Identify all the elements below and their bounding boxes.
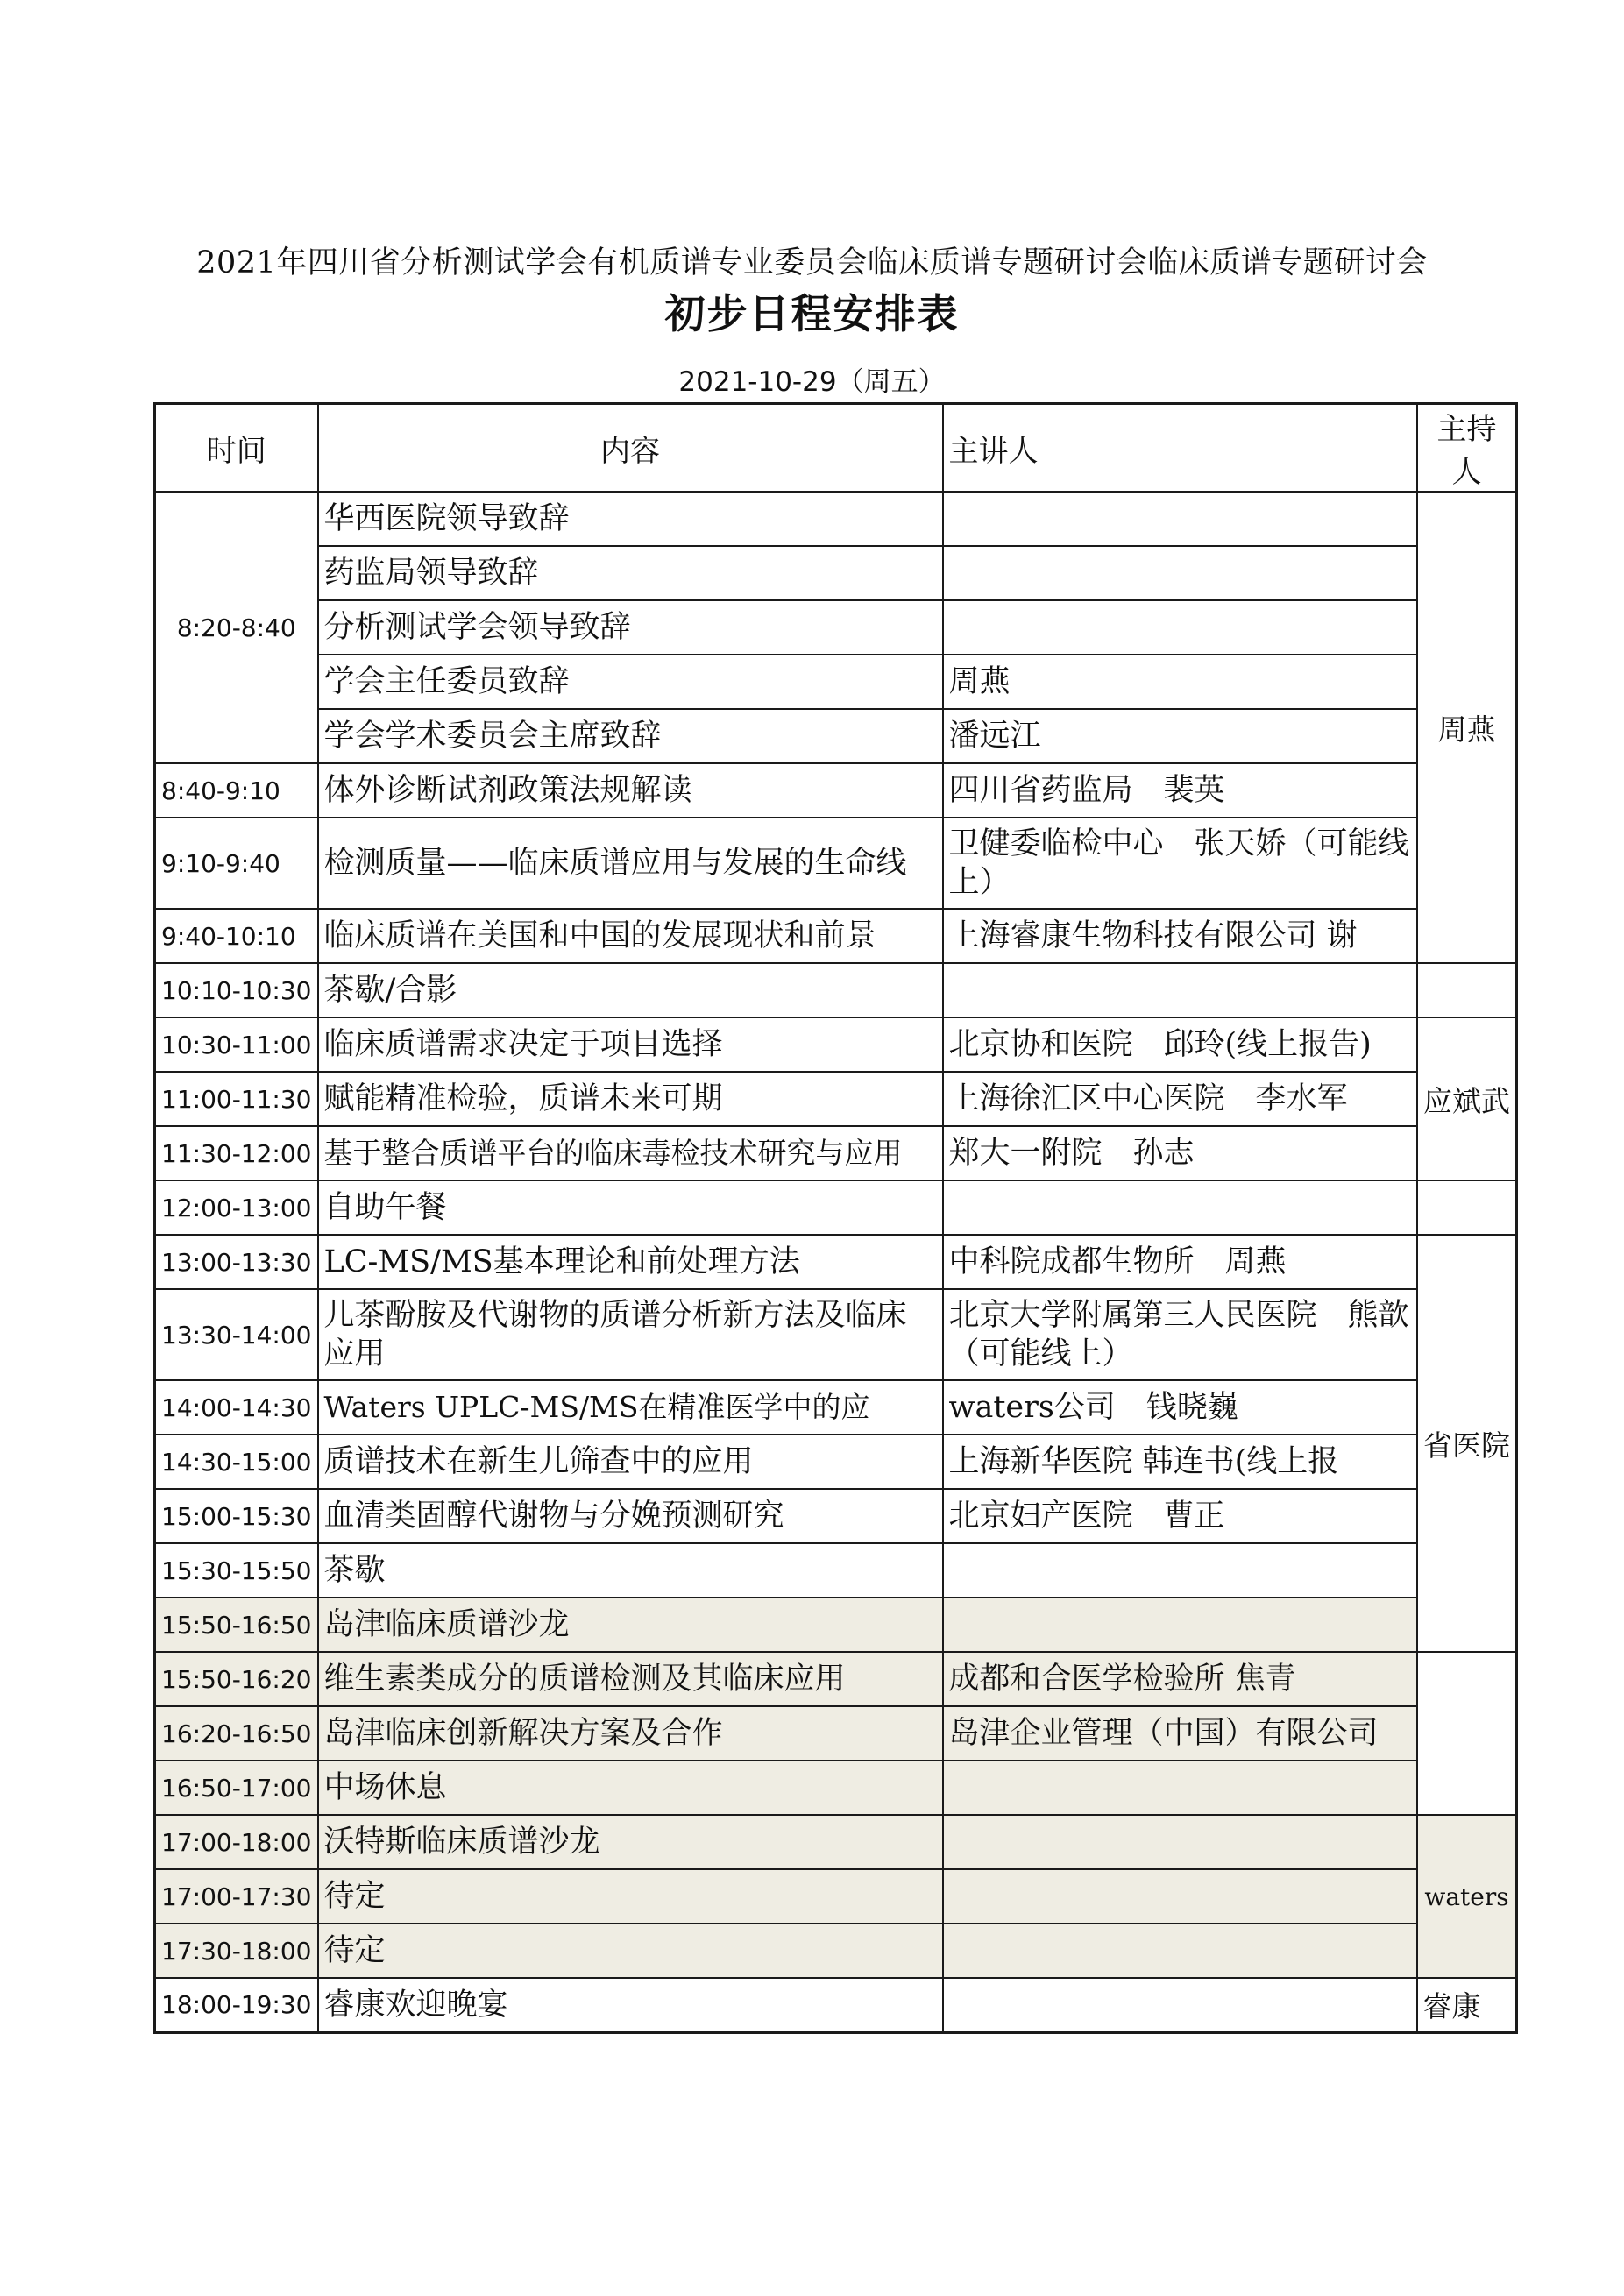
table-row	[155, 1652, 1517, 1706]
host-cell: 省医院	[1417, 1235, 1517, 1652]
speaker-cell: 卫健委临检中心 张天娇（可能线上）	[943, 818, 1417, 909]
topic-cell: 儿茶酚胺及代谢物的质谱分析新方法及临床应用	[318, 1289, 943, 1380]
time-cell: 9:10-9:40	[155, 818, 318, 909]
topic-cell: 岛津临床质谱沙龙	[318, 1598, 943, 1652]
topic-cell: 临床质谱需求决定于项目选择	[318, 1017, 943, 1072]
time-cell: 14:00-14:30	[155, 1380, 318, 1435]
topic-cell: 岛津临床创新解决方案及合作	[318, 1706, 943, 1761]
time-cell: 17:30-18:00	[155, 1924, 318, 1978]
table-row	[155, 546, 1517, 600]
speaker-cell: 四川省药监局 裴英	[943, 763, 1417, 818]
speaker-cell: 北京协和医院 邱玲(线上报告)	[943, 1017, 1417, 1072]
time-cell: 15:50-16:50	[155, 1598, 318, 1652]
topic-cell: 体外诊断试剂政策法规解读	[318, 763, 943, 818]
time-cell: 17:00-17:30	[155, 1869, 318, 1924]
table-row	[155, 1180, 1517, 1235]
host-cell	[1417, 963, 1517, 1017]
speaker-cell	[943, 963, 1417, 1017]
table-row	[155, 1706, 1517, 1761]
time-cell: 11:30-12:00	[155, 1126, 318, 1180]
time-cell: 16:20-16:50	[155, 1706, 318, 1761]
subtitle: 2021年四川省分析测试学会有机质谱专业委员会临床质谱专题研讨会临床质谱专题研讨会	[196, 245, 1428, 280]
table-row	[155, 1978, 1517, 2032]
time-cell: 11:00-11:30	[155, 1072, 318, 1126]
topic-cell: 中场休息	[318, 1761, 943, 1815]
table-row	[155, 655, 1517, 709]
time-cell: 13:00-13:30	[155, 1235, 318, 1289]
topic-cell: 茶歇/合影	[318, 963, 943, 1017]
table-row	[155, 1869, 1517, 1924]
topic-cell: 待定	[318, 1924, 943, 1978]
time-cell: 8:20-8:40	[155, 492, 318, 763]
topic-cell: 学会主任委员致辞	[318, 655, 943, 709]
topic-cell: 睿康欢迎晚宴	[318, 1978, 943, 2032]
time-cell: 15:00-15:30	[155, 1489, 318, 1543]
time-cell: 9:40-10:10	[155, 909, 318, 963]
host-cell: 周燕	[1417, 492, 1517, 963]
table-row	[155, 1072, 1517, 1126]
topic-cell: 检测质量——临床质谱应用与发展的生命线	[318, 818, 943, 909]
topic-cell: 华西医院领导致辞	[318, 492, 943, 546]
table-row	[155, 1126, 1517, 1180]
table-row	[155, 909, 1517, 963]
speaker-cell: 郑大一附院 孙志	[943, 1126, 1417, 1180]
schedule-table	[153, 402, 1518, 2034]
speaker-cell	[943, 1543, 1417, 1598]
speaker-cell	[943, 1761, 1417, 1815]
table-row	[155, 1017, 1517, 1072]
page-title: 初步日程安排表	[664, 290, 960, 337]
table-header-row	[155, 404, 1517, 493]
time-cell: 10:30-11:00	[155, 1017, 318, 1072]
speaker-cell: 岛津企业管理（中国）有限公司	[943, 1706, 1417, 1761]
table-row	[155, 1924, 1517, 1978]
topic-cell: 血清类固醇代谢物与分娩预测研究	[318, 1489, 943, 1543]
host-cell: 睿康	[1417, 1978, 1517, 2032]
table-row	[155, 1235, 1517, 1289]
column-header-topic: 内容	[318, 404, 943, 493]
speaker-cell	[943, 1598, 1417, 1652]
table-row	[155, 709, 1517, 763]
topic-cell: 学会学术委员会主席致辞	[318, 709, 943, 763]
table-row	[155, 1435, 1517, 1489]
time-cell: 15:50-16:20	[155, 1652, 318, 1706]
speaker-cell: 上海新华医院 韩连书(线上报	[943, 1435, 1417, 1489]
time-cell: 12:00-13:00	[155, 1180, 318, 1235]
speaker-cell: 成都和合医学检验所 焦青	[943, 1652, 1417, 1706]
speaker-cell: 中科院成都生物所 周燕	[943, 1235, 1417, 1289]
topic-cell: 自助午餐	[318, 1180, 943, 1235]
column-header-host: 主持人	[1417, 404, 1517, 493]
topic-cell: 分析测试学会领导致辞	[318, 600, 943, 655]
speaker-cell: 北京妇产医院 曹正	[943, 1489, 1417, 1543]
topic-cell: 维生素类成分的质谱检测及其临床应用	[318, 1652, 943, 1706]
table-row	[155, 818, 1517, 909]
topic-cell: Waters UPLC-MS/MS在精准医学中的应	[318, 1380, 943, 1435]
table-row	[155, 763, 1517, 818]
topic-cell: 待定	[318, 1869, 943, 1924]
date-line: 2021-10-29（周五）	[678, 366, 946, 398]
table-row	[155, 963, 1517, 1017]
topic-cell: 基于整合质谱平台的临床毒检技术研究与应用	[318, 1126, 943, 1180]
time-cell: 18:00-19:30	[155, 1978, 318, 2032]
speaker-cell	[943, 1924, 1417, 1978]
table-row	[155, 1761, 1517, 1815]
speaker-cell	[943, 1978, 1417, 2032]
table-row	[155, 492, 1517, 546]
speaker-cell	[943, 492, 1417, 546]
speaker-cell: waters公司 钱晓巍	[943, 1380, 1417, 1435]
column-header-speaker: 主讲人	[943, 404, 1417, 493]
speaker-cell: 周燕	[943, 655, 1417, 709]
time-cell: 16:50-17:00	[155, 1761, 318, 1815]
speaker-cell	[943, 1815, 1417, 1869]
column-header-time: 时间	[155, 404, 318, 493]
host-cell	[1417, 1180, 1517, 1235]
speaker-cell: 潘远江	[943, 709, 1417, 763]
speaker-cell	[943, 1869, 1417, 1924]
time-cell: 14:30-15:00	[155, 1435, 318, 1489]
time-cell: 8:40-9:10	[155, 763, 318, 818]
table-row	[155, 1289, 1517, 1380]
time-cell: 17:00-18:00	[155, 1815, 318, 1869]
host-cell: waters	[1417, 1815, 1517, 1978]
table-row	[155, 1598, 1517, 1652]
time-cell: 13:30-14:00	[155, 1289, 318, 1380]
topic-cell: 质谱技术在新生儿筛查中的应用	[318, 1435, 943, 1489]
topic-cell: 临床质谱在美国和中国的发展现状和前景	[318, 909, 943, 963]
host-cell: 应斌武	[1417, 1017, 1517, 1180]
document-header	[0, 0, 1624, 403]
speaker-cell: 北京大学附属第三人民医院 熊歆（可能线上）	[943, 1289, 1417, 1380]
topic-cell: 赋能精准检验，质谱未来可期	[318, 1072, 943, 1126]
speaker-cell: 上海睿康生物科技有限公司 谢	[943, 909, 1417, 963]
speaker-cell	[943, 546, 1417, 600]
speaker-cell	[943, 600, 1417, 655]
topic-cell: 药监局领导致辞	[318, 546, 943, 600]
table-row	[155, 1380, 1517, 1435]
table-row	[155, 1489, 1517, 1543]
table-row	[155, 1815, 1517, 1869]
time-cell: 15:30-15:50	[155, 1543, 318, 1598]
topic-cell: LC-MS/MS基本理论和前处理方法	[318, 1235, 943, 1289]
topic-cell: 沃特斯临床质谱沙龙	[318, 1815, 943, 1869]
table-row	[155, 600, 1517, 655]
time-cell: 10:10-10:30	[155, 963, 318, 1017]
table-row	[155, 1543, 1517, 1598]
topic-cell: 茶歇	[318, 1543, 943, 1598]
speaker-cell: 上海徐汇区中心医院 李水军	[943, 1072, 1417, 1126]
speaker-cell	[943, 1180, 1417, 1235]
